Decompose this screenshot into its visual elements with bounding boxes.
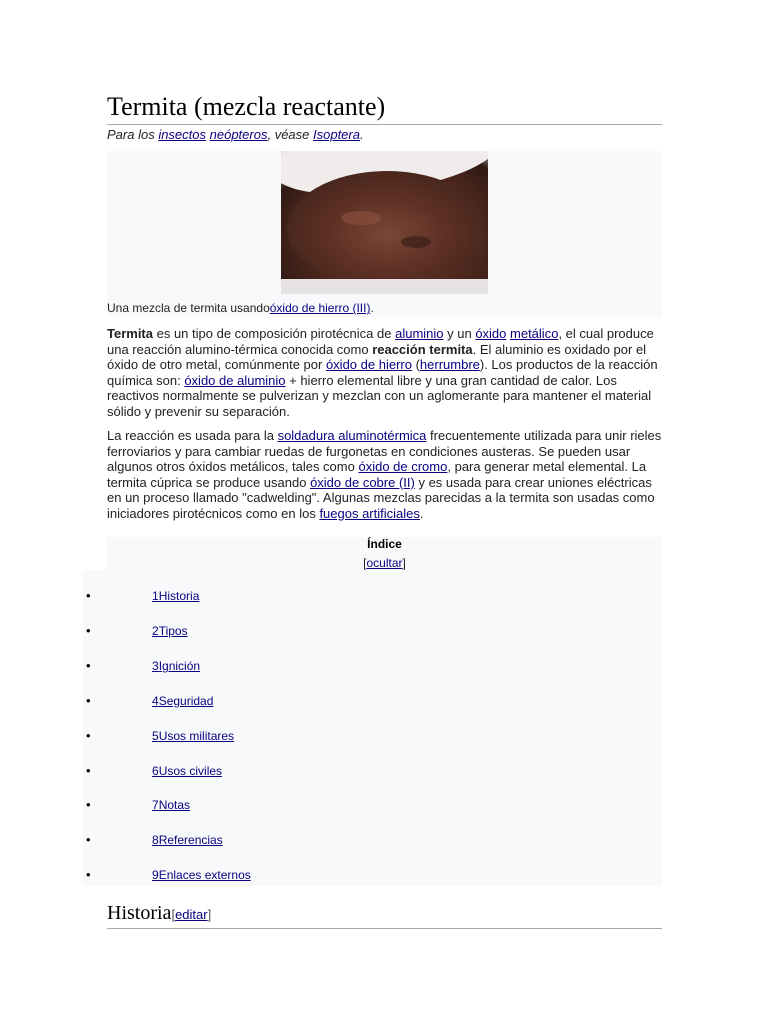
text-run: ( — [411, 357, 420, 373]
bullet-icon: • — [86, 867, 91, 882]
toc-item — [83, 798, 383, 818]
bullet-icon: • — [86, 832, 91, 847]
bullet-icon: • — [86, 763, 91, 778]
text-run: La reacción es usada para la — [107, 428, 278, 443]
toc-link-historia[interactable]: 1Historia — [152, 589, 200, 603]
toc-toggle — [107, 556, 662, 570]
toc-item — [83, 764, 383, 784]
toc-item — [83, 659, 383, 679]
text-run: , el cual produce una reacción alumino-térmica conocida como — [107, 326, 654, 357]
link-oxido-de-aluminio[interactable]: óxido de aluminio — [184, 372, 286, 388]
toc-link-usos-militares[interactable]: 5Usos militares — [152, 729, 235, 743]
toc-link-usos-civiles[interactable]: 6Usos civiles — [152, 764, 223, 778]
link-oxido-de-cobre-ii[interactable]: óxido de cobre (II) — [310, 474, 415, 490]
toc-item — [83, 868, 383, 888]
toc-title: Índice — [367, 537, 402, 551]
hatnote-prefix: Para los — [107, 127, 159, 142]
text-run: es un tipo de composición pirotécnica de — [153, 326, 396, 341]
bracket-open: [ — [171, 907, 176, 922]
figure-caption — [107, 301, 374, 315]
link-insectos[interactable]: insectos — [158, 127, 207, 142]
text-run: y es usada para crear uniones eléctricas en un proceso llamado "cadwelding". Algunas mezclas parecidas a la termita son usadas como iniciadores pirotécnicos como en los — [107, 474, 655, 521]
bullet-icon: • — [86, 658, 91, 673]
hatnote — [107, 127, 364, 142]
text-run: frecuentemente utilizada para unir rieles ferroviarios y para cambiar ruedas de furgonetas en condiciones austeras. Se pueden usar algunos otros óxidos metálicos, tales como — [107, 428, 662, 475]
link-oxido-de-cromo[interactable]: óxido de cromo — [358, 459, 448, 475]
usage-paragraph — [107, 428, 662, 522]
text-run: , para generar metal elemental. La termita cúprica se produce usando — [107, 459, 647, 490]
section-edit-link[interactable]: editar — [175, 907, 208, 922]
text-run: . — [419, 505, 424, 521]
bracket-close: ] — [207, 907, 212, 922]
hatnote-middle: , véase — [267, 127, 313, 142]
section-heading-historia — [107, 900, 662, 929]
link-oxido-hierro-iii[interactable]: óxido de hierro (III) — [269, 301, 371, 315]
text-run: + hierro elemental libre y una gran cantidad de calor. Los reactivos normalmente se pulverizan y mezclan con un aglomerante para mantener el material sólido y prevenir su separación. — [107, 372, 652, 419]
toc-link-referencias[interactable]: 8Referencias — [152, 833, 223, 847]
link-oxido[interactable]: óxido — [475, 326, 507, 341]
toc-link-seguridad[interactable]: 4Seguridad — [152, 694, 214, 708]
thermite-photo[interactable] — [281, 151, 488, 294]
text-run: . El aluminio es oxidado por el óxido de otro metal, comúnmente por — [107, 341, 647, 373]
bracket-open: [ — [363, 556, 367, 570]
caption-suffix: . — [370, 301, 374, 315]
toc-header — [107, 537, 662, 570]
link-herrumbre[interactable]: herrumbre — [419, 357, 480, 373]
bold-termita: Termita — [107, 326, 153, 341]
bullet-icon: • — [86, 623, 91, 638]
section-edit — [171, 907, 211, 922]
link-aluminio[interactable]: aluminio — [395, 326, 444, 341]
toc-item — [83, 694, 383, 714]
bullet-icon: • — [86, 588, 91, 603]
link-isoptera[interactable]: Isoptera — [313, 127, 360, 142]
link-fuegos-artificiales[interactable]: fuegos artificiales — [319, 505, 420, 521]
toc-link-tipos[interactable]: 2Tipos — [152, 624, 188, 638]
toc-item — [83, 589, 383, 609]
intro-paragraph — [107, 326, 662, 420]
toc-item — [83, 833, 383, 853]
bullet-icon: • — [86, 797, 91, 812]
section-heading-text: Historia — [107, 902, 172, 924]
caption-prefix: Una mezcla de termita usando — [107, 301, 270, 315]
bold-reaccion-termita: reacción termita — [372, 341, 473, 357]
toc-item — [83, 624, 383, 644]
bullet-icon: • — [86, 693, 91, 708]
page-title: Termita (mezcla reactante) — [107, 90, 662, 125]
link-soldadura-aluminotermica[interactable]: soldadura aluminotérmica — [277, 428, 427, 443]
bracket-close: ] — [402, 556, 406, 570]
hatnote-suffix: . — [359, 127, 364, 142]
bullet-icon: • — [86, 728, 91, 743]
toc-link-enlaces-externos[interactable]: 9Enlaces externos — [152, 868, 251, 882]
toc-item — [83, 729, 383, 749]
toc-link-ignicion[interactable]: 3Ignición — [152, 659, 201, 673]
link-neopteros[interactable]: neópteros — [209, 127, 268, 142]
text-run: ). Los productos de la reacción química son: — [107, 357, 658, 388]
link-oxido-de-hierro[interactable]: óxido de hierro — [325, 357, 412, 373]
text-run: y un — [443, 326, 476, 341]
link-metalico[interactable]: metálico — [510, 326, 559, 341]
toc-list — [83, 570, 662, 886]
toc-hide-link[interactable]: ocultar — [366, 556, 403, 570]
thumbnail-figure — [107, 151, 662, 317]
toc-link-notas[interactable]: 7Notas — [152, 798, 191, 812]
